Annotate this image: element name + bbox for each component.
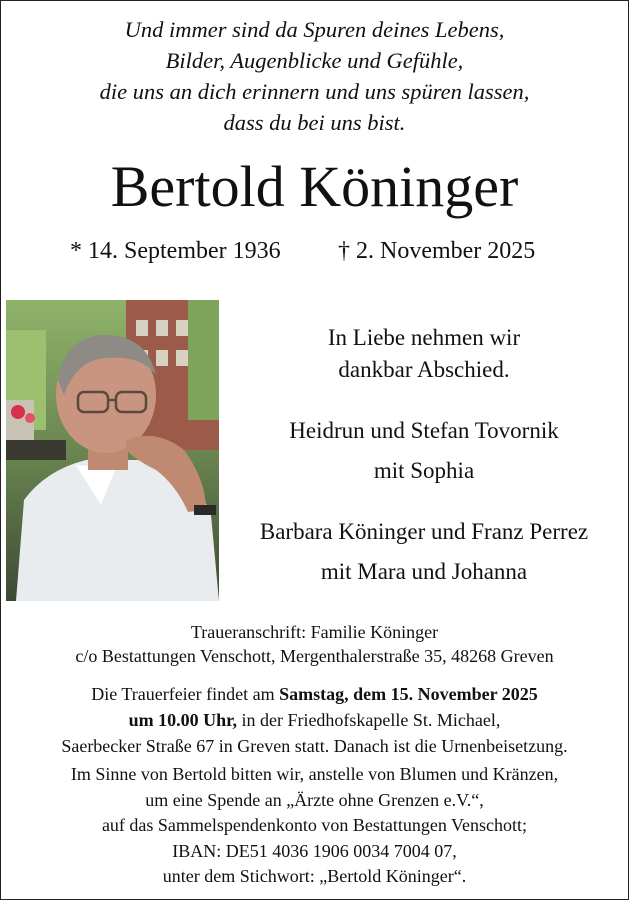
verse-line: die uns an dich erinnern und uns spüren lassen, (99, 79, 530, 104)
farewell-line: dankbar Abschied. (338, 357, 510, 382)
donation-request (0, 762, 629, 890)
address-line: c/o Bestattungen Venschott, Mergenthalerstraße 35, 48268 Greven (75, 646, 554, 666)
mourning-address (0, 620, 629, 668)
ceremony-line-1 (0, 681, 629, 707)
verse-line: Bilder, Augenblicke und Gefühle, (165, 48, 464, 73)
birth-date: * 14. September 1936 (70, 238, 281, 264)
ceremony-time: um 10.00 Uhr, (128, 710, 237, 730)
death-date: † 2. November 2025 (338, 238, 536, 264)
farewell-line: In Liebe nehmen wir (327, 325, 521, 350)
ceremony-details (0, 681, 629, 759)
donation-line: unter dem Stichwort: „Bertold Köninger“. (162, 866, 467, 886)
verse-line: dass du bei uns bist. (223, 110, 406, 135)
ceremony-text: Die Trauerfeier findet am (91, 684, 280, 704)
donation-line: auf das Sammelspendenkonto von Bestattungen Venschott; (101, 815, 528, 835)
portrait-illustration (6, 300, 219, 601)
family-line: mit Mara und Johanna (320, 559, 528, 584)
family-line: Heidrun und Stefan Tovornik (289, 418, 559, 443)
donation-iban: IBAN: DE51 4036 1906 0034 7004 07, (172, 840, 457, 861)
ceremony-line-3: Saerbecker Straße 67 in Greven statt. Danach ist die Urnenbeisetzung. (61, 736, 568, 756)
family-group-1 (224, 411, 624, 491)
address-line: Traueranschrift: Familie Köninger (190, 622, 439, 642)
donation-line: Im Sinne von Bertold bitten wir, anstelle von Blumen und Kränzen, (70, 764, 559, 784)
verse-line: Und immer sind da Spuren deines Lebens, (124, 17, 505, 42)
family-line: Barbara Köninger und Franz Perrez (259, 519, 589, 544)
donation-line: um eine Spende an „Ärzte ohne Grenzen e.V.“, (145, 789, 484, 810)
farewell-text (224, 322, 624, 386)
portrait-photo (6, 300, 219, 601)
memorial-verse (0, 14, 629, 138)
family-line: mit Sophia (373, 458, 475, 483)
ceremony-line-2 (0, 707, 629, 733)
deceased-name: Bertold Köninger (110, 154, 519, 219)
family-group-2 (224, 512, 624, 592)
ceremony-text: in der Friedhofskapelle St. Michael, (236, 710, 501, 730)
ceremony-date: Samstag, dem 15. November 2025 (279, 684, 538, 704)
